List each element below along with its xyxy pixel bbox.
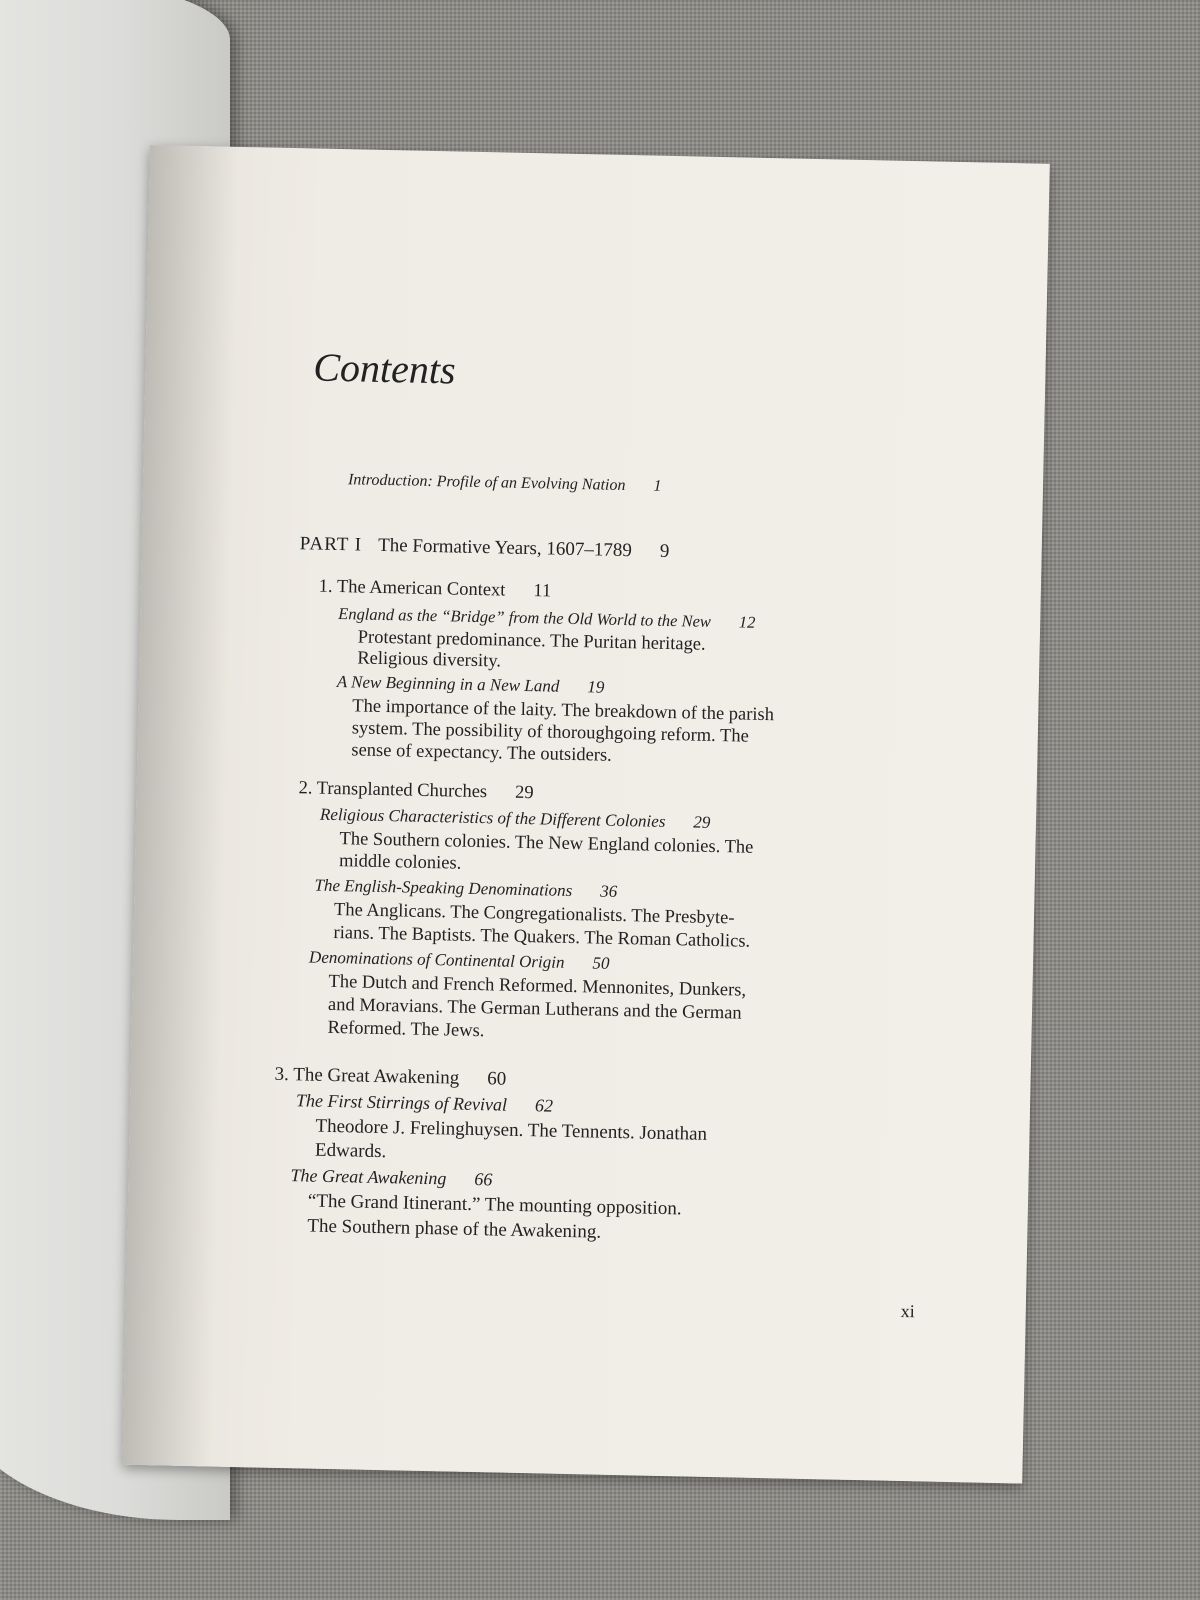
introduction-title: Introduction: Profile of an Evolving Nation (347, 471, 626, 495)
chapter-3-heading (274, 1064, 506, 1091)
page-title: Contents (312, 344, 457, 393)
section-summary-line: middle colonies. (338, 851, 462, 874)
toc-part-1 (299, 533, 669, 563)
chapter-page: 60 (486, 1068, 507, 1090)
section-page: 36 (600, 881, 618, 901)
part-label: PART I (299, 533, 363, 556)
page-number: xi (900, 1300, 915, 1322)
section-summary-line: Reformed. The Jews. (327, 1017, 485, 1042)
section-summary-line: sense of expectancy. The outsiders. (351, 740, 612, 766)
section-title: Denominations of Continental Origin (308, 947, 565, 972)
section-title: A New Beginning in a New Land (336, 672, 560, 696)
introduction-page: 1 (653, 477, 662, 495)
toc-introduction (348, 471, 662, 496)
section-page: 62 (534, 1095, 554, 1116)
section-summary-line: Edwards. (314, 1139, 387, 1163)
section-title: Religious Characteristics of the Different Colonies (319, 804, 666, 831)
section-page: 12 (738, 612, 756, 632)
section-summary-line: and Moravians. The German Lutherans and the German (327, 994, 742, 1024)
section-summary-line: “The Grand Itinerant.” The mounting opposition. (307, 1190, 682, 1220)
right-page (122, 145, 1049, 1484)
chapter-page: 11 (533, 581, 552, 602)
chapter-title: 1. The American Context (318, 576, 506, 601)
section-summary-line: Theodore J. Frelinghuysen. The Tennents. Jonathan (315, 1115, 708, 1145)
chapter-1-heading (319, 577, 552, 603)
section-summary-line: The Southern colonies. The New England colonies. The (339, 829, 754, 858)
section-heading (314, 876, 617, 902)
section-page: 50 (592, 953, 610, 973)
section-page: 19 (587, 677, 605, 697)
section-summary-line: Protestant predominance. The Puritan heritage. (357, 627, 706, 655)
section-title: The First Stirrings of Revival (295, 1090, 508, 1115)
section-title: The English-Speaking Denominations (314, 875, 573, 901)
part-title: The Formative Years, 1607–1789 (377, 534, 633, 562)
chapter-title: 2. Transplanted Churches (298, 778, 488, 803)
section-summary-line: system. The possibility of thoroughgoing reform. The (351, 718, 749, 747)
section-title: England as the “Bridge” from the Old World to the New (338, 604, 712, 631)
section-page: 29 (693, 812, 711, 832)
section-summary-line: The importance of the laity. The breakdown of the parish (352, 696, 775, 726)
part-page: 9 (659, 540, 670, 562)
section-heading (296, 1090, 553, 1116)
section-summary-line: The Dutch and French Reformed. Mennonites, Dunkers, (328, 971, 747, 1001)
chapter-page: 29 (514, 782, 534, 804)
section-title: The Great Awakening (290, 1165, 447, 1189)
section-heading (309, 948, 610, 974)
section-summary-line: rians. The Baptists. The Quakers. The Roman Catholics. (333, 923, 751, 952)
chapter-title: 3. The Great Awakening (274, 1063, 460, 1089)
section-summary-line: The Southern phase of the Awakening. (307, 1215, 602, 1243)
section-heading (320, 805, 711, 833)
chapter-2-heading (298, 778, 533, 804)
section-heading (290, 1165, 492, 1190)
section-summary-line: Religious diversity. (357, 648, 502, 672)
section-heading (337, 672, 605, 698)
section-summary-line: The Anglicans. The Congregationalists. The Presbyte- (333, 900, 735, 929)
section-page: 66 (474, 1169, 493, 1190)
